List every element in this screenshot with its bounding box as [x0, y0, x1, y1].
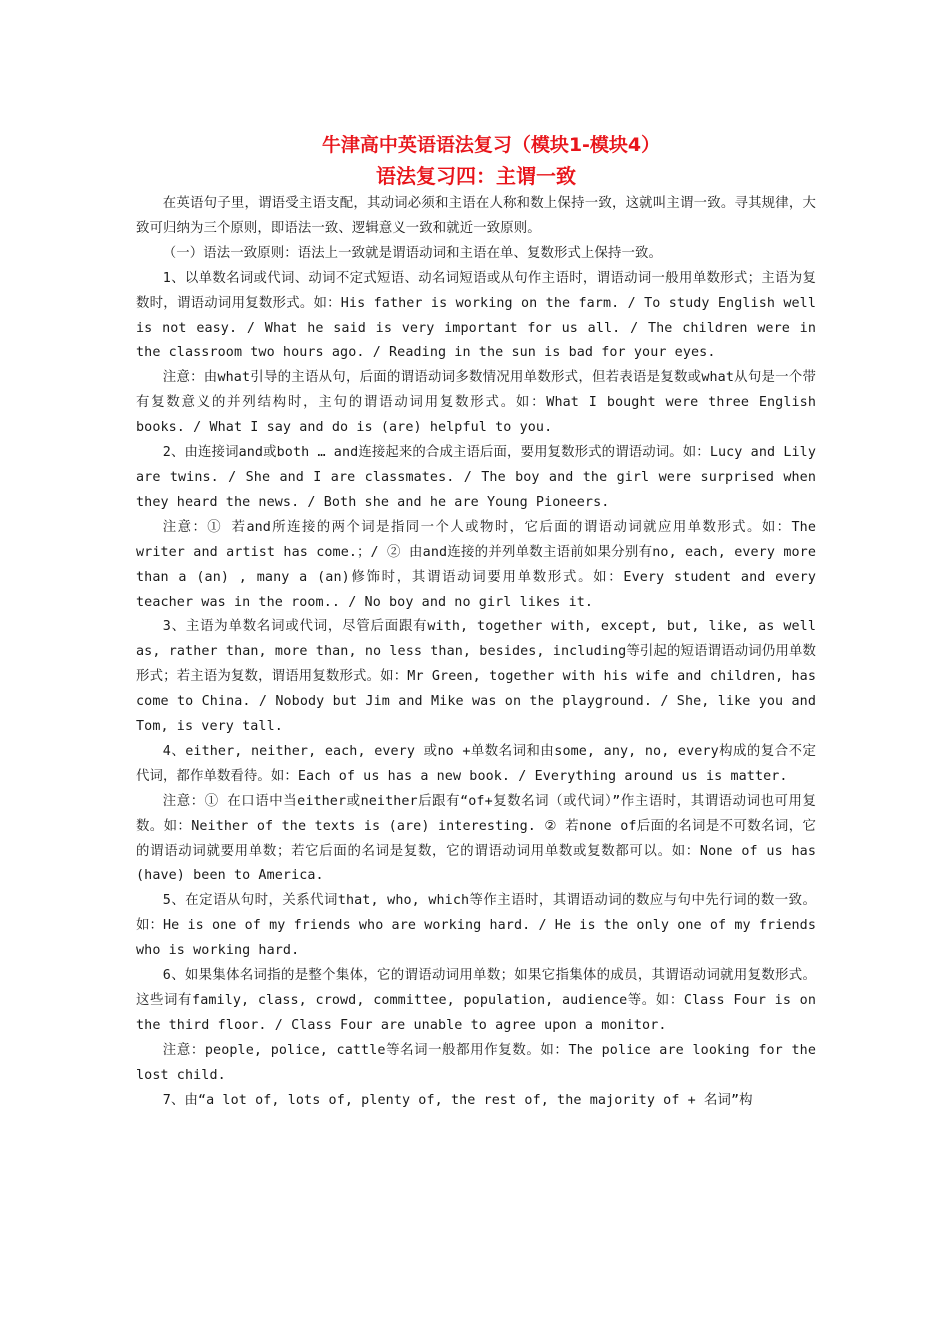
- rule-3-paragraph: 3、主语为单数名词或代词，尽管后面跟有with, together with, except, but, like, as well as, rather than, more than, no less than, besides, including等引起的短语谓语动词仍用单数形式；若主语为复数，谓语用复数形式。如：Mr Green, together with his wife and children, has come to China. / Nobody but Jim and Mike was on the playground. / She, like you and Tom, is very tall.: [136, 619, 816, 735]
- document-page: [136, 130, 816, 1114]
- note-1-paragraph: 注意：由what引导的主语从句，后面的谓语动词多数情况用单数形式，但若表语是复数或what从句是一个带有复数意义的并列结构时，主句的谓语动词用复数形式。如：What I bought were three English books. / What I say and do is (are) helpful to you.: [136, 370, 816, 436]
- rule-5-paragraph: 5、在定语从句时，关系代词that, who, which等作主语时，其谓语动词的数应与句中先行词的数一致。如：He is one of my friends who are working hard. / He is the only one of my friends who is working hard.: [136, 893, 816, 959]
- rule-4-paragraph: 4、either, neither, each, every 或no +单数名词和由some, any, no, every构成的复合不定代词，都作单数看待。如：Each of us has a new book. / Everything around us is matter.: [136, 743, 816, 784]
- rule-2-paragraph: 2、由连接词and或both … and连接起来的合成主语后面，要用复数形式的谓语动词。如：Lucy and Lily are twins. / She and I are classmates. / The boy and the girl were surprised when they heard the news. / Both she and he are Young Pioneers.: [136, 445, 816, 510]
- section-heading-paragraph: （一）语法一致原则：语法上一致就是谓语动词和主语在单、复数形式上保持一致。: [162, 245, 662, 261]
- rule-1-paragraph: 1、以单数名词或代词、动词不定式短语、动名词短语或从句作主语时，谓语动词一般用单数形式；主语为复数时，谓语动词用复数形式。如：His father is working on the farm. / To study English well is not easy. / What he said is very important for us all. / The children were in the classroom two hours ago. / Reading in the sun is bad for your eyes.: [136, 270, 816, 361]
- document-title: 牛津高中英语语法复习（模块1-模块4）: [321, 134, 661, 156]
- document-subtitle: 语法复习四：主谓一致: [376, 164, 576, 188]
- rule-6-paragraph: 6、如果集体名词指的是整个集体，它的谓语动词用单数；如果它指集体的成员，其谓语动词就用复数形式。这些词有family, class, crowd, committee, population, audience等。如：Class Four is on the third floor. / Class Four are unable to agree upon a monitor.: [136, 968, 816, 1033]
- intro-paragraph: 在英语句子里，谓语受主语支配，其动词必须和主语在人称和数上保持一致，这就叫主谓一致。寻其规律，大致可归纳为三个原则，即语法一致、逻辑意义一致和就近一致原则。: [136, 196, 816, 236]
- rule-7-paragraph: 7、由“a lot of, lots of, plenty of, the rest of, the majority of + 名词”构: [162, 1092, 753, 1108]
- note-6-paragraph: 注意：people, police, cattle等名词一般都用作复数。如：The police are looking for the lost child.: [136, 1042, 816, 1083]
- note-4-paragraph: 注意：① 在口语中当either或neither后跟有“of+复数名词（或代词）”作主语时，其谓语动词也可用复数。如：Neither of the texts is (are) interesting. ② 若none of后面的名词是不可数名词，它的谓语动词就要用单数；若它后面的名词是复数，它的谓语动词用单数或复数都可以。如：None of us has (have) been to America.: [136, 793, 816, 884]
- note-2-paragraph: 注意：① 若and所连接的两个词是指同一个人或物时，它后面的谓语动词就应用单数形式。如：The writer and artist has come.；/ ② 由and连接的并列单数主语前如果分别有no, each, every more than a (an) , many a (an)修饰时，其谓语动词要用单数形式。如：Every student and every teacher was in the room.. / No boy and no girl likes it.: [136, 519, 816, 610]
